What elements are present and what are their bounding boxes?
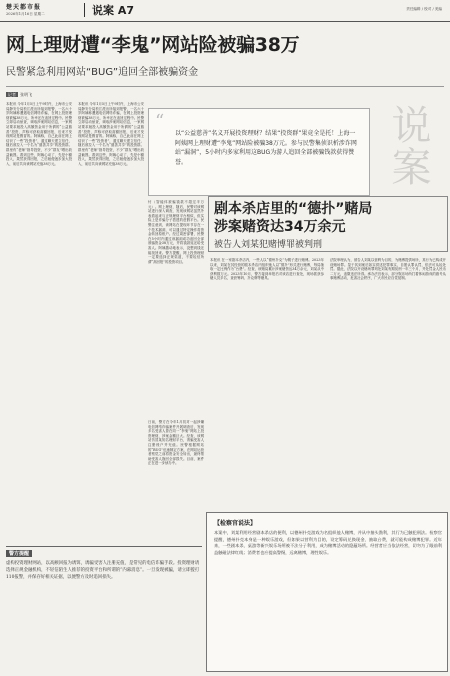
issue-date: 2026年1月16日 星期二 bbox=[6, 12, 45, 16]
masthead-divider bbox=[84, 3, 85, 17]
lead-quote-text: 以“公益慈善”名义开展投资理财？结果“投资群”果竟全是托！上海一阿姨网上理财遭“李鬼”网站险被骗38万元。参与民警集侦识析涉诈网站“漏洞”，5小时内多家利用这BUG为游人追回全部被骗钱款获得赞誉。 bbox=[175, 130, 357, 166]
warning-text: 虚构投资理财网站，以高额回报为诱饵，诱骗受害人注册充值，是常见的电信诈骗手段。投资理财请选择正规金融机构，不轻信陌生人推荐的投资平台和所谓的“内幕消息”。一旦发现被骗，请立即拨打110报警，并保存好相关证据，以便警方及时追回损失。 bbox=[6, 561, 200, 580]
commentary-text: 本案中，刘某利用经营剧本杀店的便利，以德州扑克游戏为名组织他人赌博，并从中抽头渔利，其行为已触犯刑法。检察官提醒，德州扑克本身是一种娱乐游戏，但如果以营利为目的，设定筹码兑换现金、抽取台费，就可能构成赌博犯罪。近年来，一些剧本杀、桌游等新兴娱乐场所被不法分子利用，成为赌博活动的隐蔽场所。经营者应当依法经营，切勿为了眼前利益触碰法律红线；消费者也应提高警惕，远离赌博，理性娱乐。 bbox=[214, 530, 442, 555]
quote-mark-icon: “ bbox=[155, 111, 165, 132]
article1-column-1b: 本报讯 今年1月5日上午9时许，上海市公安局静安分局松江派出所接到报警，一名六十岁阿姨称遭遇电信网络诈骗，在网上投资理财被骗38万元，所幸还在追回过程中。民警立即启动侦查，调取涉案网站信息，一家网站要求她投入高额资金用于所谓的“公益慈善”投资，声称可获取高额回报，后来才发现网站是假冒的。阿姨称，自己此前在网上结识了一些“投资者”，通过聊天建立信任，随后被拉入一个名为“慈善共享”的投资群。群里有“老师”指导投资，不少“群友”晒出收益截图。看到这些，阿姨心动了，先是小额投入，果然获得回报，之后她便逐步加大投入，前后共向该网站充值38万元。 bbox=[78, 102, 144, 166]
article1-column-3: 日前，警方在今年1月初对一起涉嫌电信网络诈骗案件开展调查后，发现多名受害人曾在同一“李鬼”网站上投资理财，涉案金额巨大。经查，该网站仿冒某知名理财平台，诱骗受害人注册账户并充值。民警根据网站的“BUG”迅速制定方案，在网站运营者察觉之前将资金安全转出，最终帮助受害人挽回全部损失。目前，案件正在进一步侦办中。 bbox=[148, 420, 204, 466]
section-stamp: 说案 bbox=[385, 104, 431, 188]
article1-column-1: 本报讯 今年1月5日上午9时许，上海市公安局静安分局松江派出所接到报警，一名六十岁阿姨称遭遇电信网络诈骗，在网上投资理财被骗38万元，所幸还在追回过程中。民警立即启动侦查，调取涉案网站信息，一家网站要求她投入高额资金用于所谓的“公益慈善”投资，声称可获取高额回报，后来才发现网站是假冒的。阿姨称，自己此前在网上结识了一些“投资者”，通过聊天建立信任，随后被拉入一个名为“慈善共享”的投资群。群里有“老师”指导投资，不少“群友”晒出收益截图。看到这些，阿姨心动了，先是小额投入，果然获得回报，之后她便逐步加大投入，前后共向该网站充值38万元。 bbox=[6, 102, 72, 166]
newspaper-brand: 楚天都市报 bbox=[6, 4, 42, 11]
article2-headline-line1: 剧本杀店里的“德扑”赌局 bbox=[214, 201, 373, 217]
main-headline: 网上理财遭“李鬼”网站险被骗38万 bbox=[6, 34, 300, 56]
article2-headline bbox=[214, 200, 372, 236]
article2-subhead: 被告人刘某犯赌博罪被判刑 bbox=[214, 240, 323, 250]
article2-column-2: 法院审理认为，被告人刘某以营利为目的，为赌博提供场所，其行为已构成开设赌场罪。鉴于其到案后如实供述犯罪事实，自愿认罪认罚，依法可从轻处罚。据此，法院以开设赌场罪判处刘某有期徒刑一年三个月，并处罚金人民币二万元，追缴违法所得。承办法官表示，部分娱乐场所打着休闲游戏的旗号从事赌博活动，危害社会秩序，广大市民应自觉抵制。 bbox=[330, 258, 446, 281]
article1-byline bbox=[6, 92, 32, 98]
masthead bbox=[0, 0, 450, 22]
warning-divider bbox=[6, 546, 202, 547]
warning-title: 警方提醒 bbox=[6, 550, 32, 557]
page-info: 责任编辑 / 校对 / 美编 bbox=[406, 7, 442, 11]
section-title: 说案 A7 bbox=[92, 4, 134, 17]
byline-tag: 记者 bbox=[8, 92, 16, 97]
article1-column-2: 付（智能体被骗钱款不超过半万元）。网上理财，随后，民警对该网站进行深入调查，发现该网站虽然外表看起来与正规理财平台相似，但实际上是诈骗分子搭建的虚假平台。民警注意到，该网站在提现环节存在一个技术漏洞，可以通过特定操作将资金转回原账户。经过周密部署，民警在5小时内通过该漏洞成功追回全部被骗资金38万元，并将钱款返还给受害人。阿姨激动地表示，没想到钱还能找回来。警方提醒，网上投资理财一定要选择正规渠道，不要轻信所谓“高回报”的投资项目。 bbox=[148, 200, 204, 264]
article2-column-1: 本报讯 在一家剧本杀店内，一些人以“德州扑克”为幌子进行赌博。2023年以来，刘某在其经营的剧本杀店内组织他人以“德扑”形式进行赌博，每局抽取一定比例作为“台费”。经查，该赌局累计涉案赌资达34万余元，刘某从中获利数万元。2023年10月，警方接到举报后对该店进行查处，现场抓获参赌人员多名，查获筹码、扑克牌等赌具。 bbox=[210, 258, 324, 281]
byline-name: 张明飞 bbox=[20, 92, 32, 97]
main-subhead: 民警紧急利用网站“BUG”追回全部被骗资金 bbox=[6, 67, 199, 78]
commentary-title: 【检察官说法】 bbox=[214, 520, 257, 527]
lead-quote-box bbox=[148, 108, 370, 196]
article2-headline-line2: 涉案赌资达34万余元 bbox=[214, 219, 346, 235]
headline-divider bbox=[6, 86, 444, 87]
